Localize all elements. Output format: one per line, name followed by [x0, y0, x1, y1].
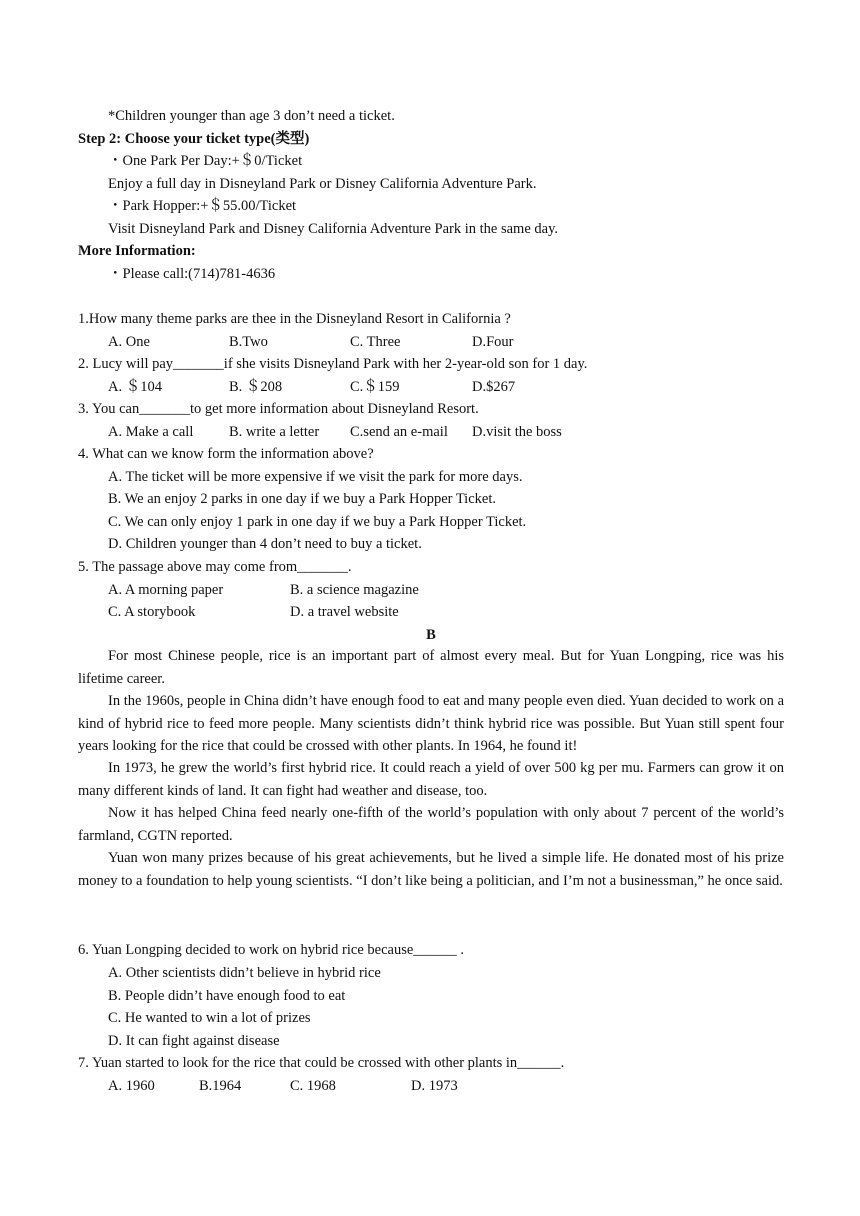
answer-option: C. A storybook [108, 604, 196, 620]
answer-option: B. write a letter [229, 424, 320, 440]
passage-paragraph: Now it has helped China feed nearly one-fifth of the world’s population with only about 7 percent of the world’s farmland, CGTN reported. [78, 805, 784, 844]
answer-option: D. 1973 [411, 1078, 458, 1094]
answer-option: B.1964 [199, 1078, 242, 1094]
answer-option: B. We an enjoy 2 parks in one day if we buy a Park Hopper Ticket. [108, 491, 496, 507]
answer-option: C.send an e-mail [350, 424, 448, 440]
section-b-heading: B [426, 627, 436, 643]
answer-option: B. a science magazine [290, 582, 419, 598]
passage-paragraph: In the 1960s, people in China didn’t have enough food to eat and many people even died. Yuan decided to work on a kind of hybrid rice to feed more people. Many scientists didn’t think hybrid rice was possible. But Yuan still spent four years looking for the rice that could be crossed with other plants. In 1964, he found it! [78, 693, 784, 754]
one-park-label: ・One Park Per Day:+＄0/Ticket [108, 153, 303, 169]
passage-paragraph: Yuan won many prizes because of his great achievements, but he lived a simple life. He donated most of his prize money to a foundation to help young scientists. “I don’t like being a politician, and I’m not a businessman,” he once said. [78, 850, 784, 889]
more-info-title: More Information: [78, 243, 196, 259]
answer-option: C. 1968 [290, 1078, 336, 1094]
step2-title: Step 2: Choose your ticket type(类型) [78, 131, 310, 147]
answer-option: A. 1960 [108, 1078, 155, 1094]
answer-option: B.Two [229, 334, 268, 350]
answer-option: D. It can fight against disease [108, 1033, 280, 1049]
children-note: *Children younger than age 3 don’t need a ticket. [108, 108, 395, 124]
answer-option: D.visit the boss [472, 424, 562, 440]
question-stem: 4. What can we know form the information above? [78, 446, 374, 462]
park-hopper-desc: Visit Disneyland Park and Disney California Adventure Park in the same day. [108, 221, 559, 237]
question-stem: 6. Yuan Longping decided to work on hybrid rice because______ . [78, 942, 465, 958]
answer-option: C.＄159 [350, 379, 400, 395]
question-stem: 1.How many theme parks are thee in the Disneyland Resort in California ? [78, 311, 511, 327]
answer-option: A. Make a call [108, 424, 194, 440]
one-park-desc: Enjoy a full day in Disneyland Park or Disney California Adventure Park. [108, 176, 537, 192]
passage-paragraph: For most Chinese people, rice is an important part of almost every meal. But for Yuan Longping, rice was his lifetime career. [78, 648, 784, 687]
answer-option: B. People didn’t have enough food to eat [108, 988, 346, 1004]
answer-option: C. We can only enjoy 1 park in one day if we buy a Park Hopper Ticket. [108, 514, 527, 530]
answer-option: C. He wanted to win a lot of prizes [108, 1010, 311, 1026]
answer-option: D. a travel website [290, 604, 399, 620]
park-hopper-label: ・Park Hopper:+＄55.00/Ticket [108, 198, 297, 214]
answer-option: A. ＄104 [108, 379, 162, 395]
answer-option: D.Four [472, 334, 514, 350]
answer-option: C. Three [350, 334, 401, 350]
answer-option: D. Children younger than 4 don’t need to buy a ticket. [108, 536, 422, 552]
passage-paragraph: In 1973, he grew the world’s first hybrid rice. It could reach a yield of over 500 kg per mu. Farmers can grow it on many different kinds of land. It can fight had weather and disease, too. [78, 760, 784, 799]
answer-option: A. A morning paper [108, 582, 224, 598]
answer-option: D.$267 [472, 379, 516, 395]
question-stem: 7. Yuan started to look for the rice that could be crossed with other plants in______. [78, 1055, 565, 1071]
question-stem: 2. Lucy will pay_______if she visits Disneyland Park with her 2-year-old son for 1 day. [78, 356, 588, 372]
answer-option: A. Other scientists didn’t believe in hybrid rice [108, 965, 381, 981]
question-stem: 5. The passage above may come from_______. [78, 559, 352, 575]
question-stem: 3. You can_______to get more information about Disneyland Resort. [78, 401, 479, 417]
phone-line: ・Please call:(714)781-4636 [108, 266, 276, 282]
answer-option: A. The ticket will be more expensive if we visit the park for more days. [108, 469, 523, 485]
answer-option: B. ＄208 [229, 379, 283, 395]
answer-option: A. One [108, 334, 150, 350]
